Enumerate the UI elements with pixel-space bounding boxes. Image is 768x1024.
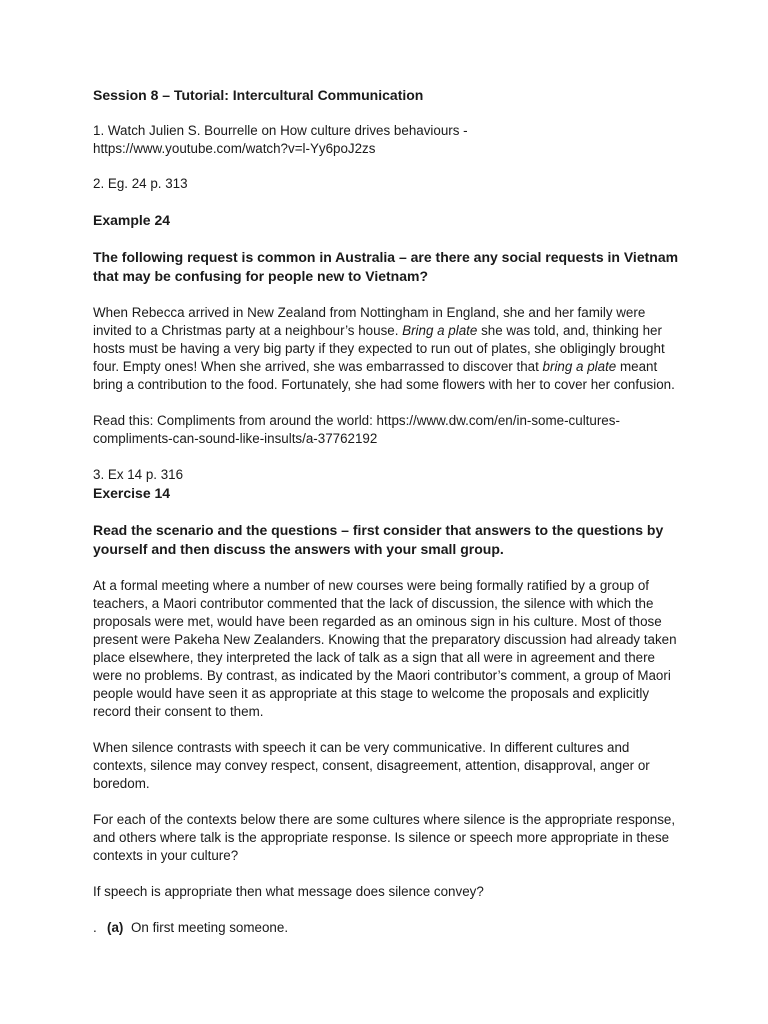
example-24-text-1: When Rebecca arrived in New Zealand from Nottingham in England, she and her family were invited to a Christmas party at a neighbour’s house. xyxy=(93,305,646,338)
silence-paragraph: When silence contrasts with speech it can be very communicative. In different cultures and contexts, silence may convey respect, consent, disagreement, attention, disapproval, anger or boredom. xyxy=(93,740,650,791)
list-bullet: . xyxy=(93,920,97,935)
exercise-14-scenario: At a formal meeting where a number of new courses were being formally ratified by a group of teachers, a Maori contributor commented that the lack of discussion, the silence with which the proposals were met, would have been regarded as an ominous sign in his culture. Most of those present were Pakeha New Zealanders. Knowing that the preparatory discussion had already taken place elsewhere, they interpreted the lack of talk as a sign that all were in agreement and there were no problems. By contrast, as indicated by the Maori contributor’s comment, a group of Maori people would have seen it as appropriate at this stage to welcome the proposals and explicitly record their consent to them. xyxy=(93,578,677,719)
example-24-italic-1: Bring a plate xyxy=(402,323,478,338)
example-24-heading: Example 24 xyxy=(93,212,171,228)
page-title: Session 8 – Tutorial: Intercultural Communication xyxy=(93,87,424,103)
example-24-question: The following request is common in Australia – are there any social requests in Vietnam that may be confusing for people new to Vietnam? xyxy=(93,249,679,284)
youtube-link[interactable]: https://www.youtube.com/watch?v=l-Yy6poJ2zs xyxy=(93,141,376,156)
list-item xyxy=(93,919,683,937)
item-2: 2. Eg. 24 p. 313 xyxy=(93,176,188,191)
read-this-line-1: Read this: Compliments from around the world: https://www.dw.com/en/in-some-cultures- xyxy=(93,413,620,428)
example-24-italic-2: bring a plate xyxy=(542,359,617,374)
item-1-watch-video xyxy=(93,122,683,158)
example-24-text-3: meant bring a contribution to the food. Fortunately, she had some flowers with her to cover her confusion. xyxy=(93,359,675,392)
read-this-paragraph xyxy=(93,412,683,448)
document-page xyxy=(93,86,683,937)
speech-question: If speech is appropriate then what message does silence convey? xyxy=(93,884,484,899)
item-3: 3. Ex 14 p. 316 xyxy=(93,467,184,482)
list-marker: (a) xyxy=(107,920,124,935)
dw-link[interactable]: compliments-can-sound-like-insults/a-37762192 xyxy=(93,431,378,446)
item-1-line-1: 1. Watch Julien S. Bourrelle on How culture drives behaviours - xyxy=(93,123,468,138)
exercise-14-heading: Exercise 14 xyxy=(93,485,171,501)
contexts-paragraph: For each of the contexts below there are some cultures where silence is the appropriate response, and others where talk is the appropriate response. Is silence or speech more appropriate in these contexts in your culture? xyxy=(93,812,676,863)
example-24-paragraph xyxy=(93,304,683,394)
exercise-14-instruction: Read the scenario and the questions – first consider that answers to the questions by yourself and then discuss the answers with your small group. xyxy=(93,522,664,557)
list-item-text: On first meeting someone. xyxy=(131,920,289,935)
example-24-text-2: she was told, and, thinking her hosts must be having a very big party if they expected to run out of plates, she obligingly brought four. Empty ones! When she arrived, she was embarrassed to discover that xyxy=(93,323,665,374)
